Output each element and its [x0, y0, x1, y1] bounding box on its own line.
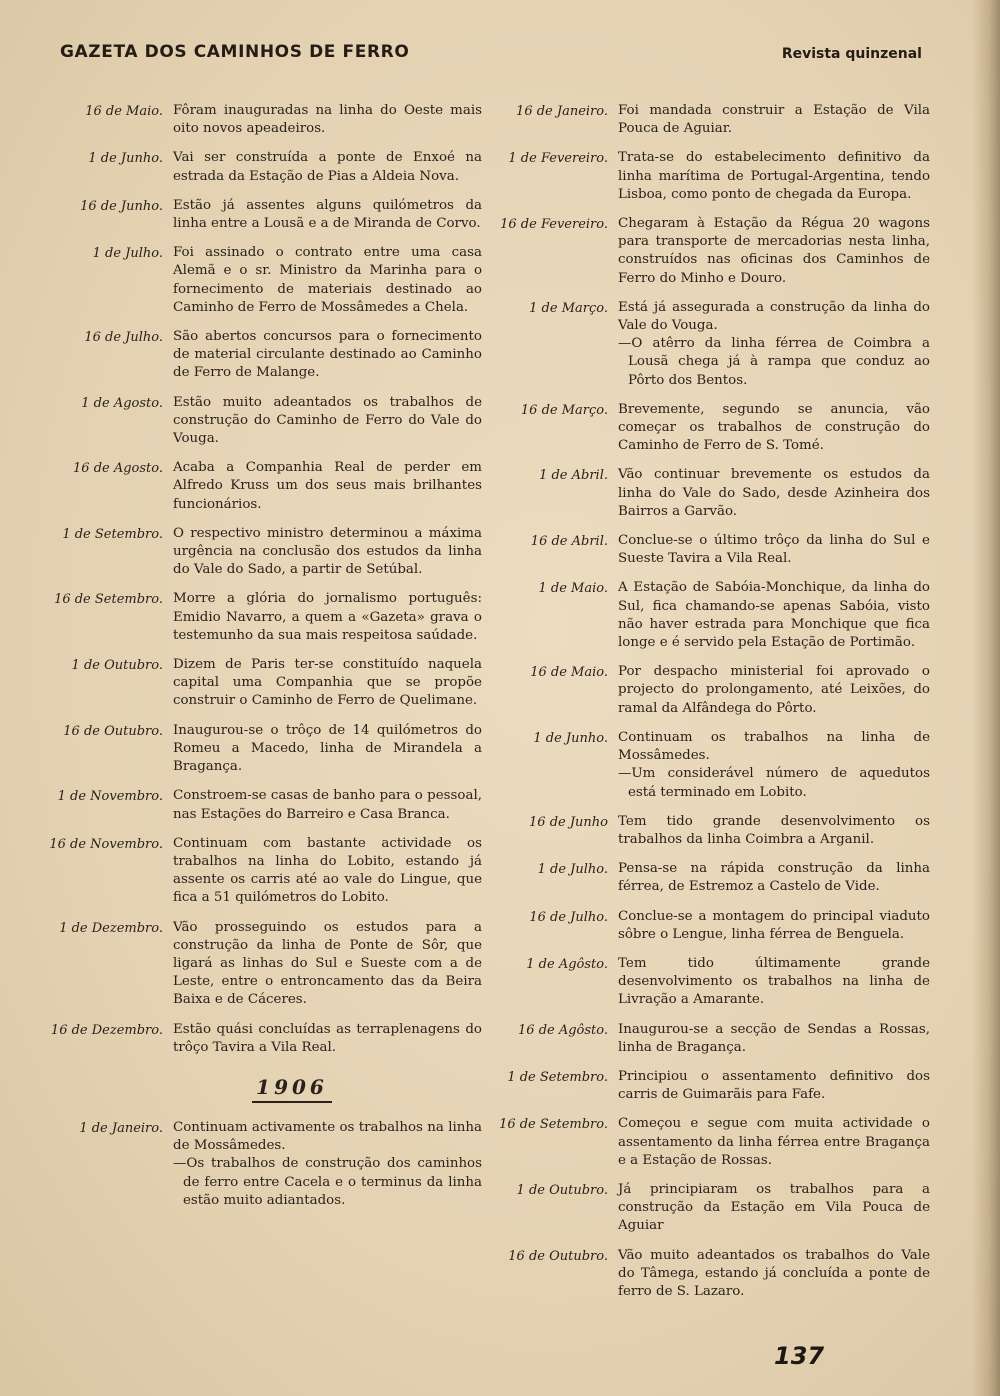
entry-paragraph: Pensa-se na rápida construção da linha férrea, de Estremoz a Castelo de Vide. [618, 861, 930, 895]
entry-text [618, 1247, 930, 1302]
entry-date: 16 de Fevereiro. [500, 217, 608, 233]
entry-text [618, 908, 930, 944]
entry-date: 16 de Agosto. [73, 461, 163, 477]
entry-paragraph: Tem tido últimamente grande desenvolvimento os trabalhos na linha de Livração a Amarante. [618, 955, 930, 1008]
chronology-entry [490, 299, 930, 390]
entry-text [618, 1181, 930, 1236]
entry-date: 16 de Maio. [530, 665, 608, 681]
chronology-entry [42, 394, 482, 449]
entry-text [173, 149, 482, 185]
chronology-entry [490, 1115, 930, 1170]
entry-paragraph: —O atêrro da linha férrea de Coimbra a Lousã chega já à rampa que conduz ao Pôrto dos Bentos. [618, 336, 930, 388]
chronology-entry [490, 860, 930, 896]
entry-text [618, 299, 930, 390]
entry-text [173, 1119, 482, 1210]
entry-paragraph: Conclue-se a montagem do principal viaduto sôbre o Lengue, linha férrea de Benguela. [618, 908, 930, 942]
entry-paragraph: Conclue-se o último trôço da linha do Sul e Sueste Tavira a Vila Real. [618, 533, 930, 567]
entry-paragraph: Vai ser construída a ponte de Enxoé na estrada da Estação de Pias a Aldeia Nova. [173, 150, 482, 184]
entry-paragraph: Inaugurou-se a secção de Sendas a Rossas, linha de Bragança. [618, 1021, 930, 1055]
entry-text [618, 215, 930, 288]
left-entries [42, 102, 482, 1057]
entry-text [173, 590, 482, 645]
entry-paragraph: Continuam activamente os trabalhos na linha de Mossâmedes. [173, 1119, 482, 1154]
entry-date: 1 de Maio. [538, 581, 608, 597]
page-number: 137 [774, 1342, 825, 1370]
entry-paragraph: Estão já assentes alguns quilómetros da linha entre a Lousã e a de Miranda de Corvo. [173, 197, 482, 232]
entry-paragraph: São abertos concursos para o fornecimento de material circulante destinado ao Caminho de Ferro de Malange. [173, 329, 482, 381]
chronology-entry [490, 579, 930, 652]
entry-date: 1 de Julho. [537, 862, 608, 878]
entry-paragraph: Estão quási concluídas as terraplenagens do trôço Tavira a Vila Real. [173, 1021, 482, 1055]
entry-date: 16 de Outubro. [508, 1248, 608, 1264]
chronology-entry [490, 215, 930, 288]
chronology-entry [490, 955, 930, 1010]
entry-date: 16 de Outubro. [63, 723, 163, 739]
entry-paragraph: Foi assinado o contrato entre uma casa Alemã e o sr. Ministro da Marinha para o fornecimento de materiais destinado ao Caminho de Ferro de Mossâmedes a Chela. [173, 245, 482, 315]
entry-date: 1 de Fevereiro. [508, 151, 608, 167]
entry-date: 1 de Julho. [92, 246, 163, 262]
entry-text [618, 532, 930, 568]
chronology-entry [42, 919, 482, 1010]
chronology-entry [490, 466, 930, 521]
entry-date: 16 de Maio. [85, 104, 163, 119]
entry-paragraph: Dizem de Paris ter-se constituído naquela capital uma Companhia que se propõe construir o Caminho de Ferro de Quelimane. [173, 657, 482, 709]
chronology-entry [42, 1021, 482, 1057]
entry-date: 16 de Junho. [80, 198, 163, 214]
publication-subtitle: Revista quinzenal [781, 46, 922, 62]
entry-date: 16 de Janeiro. [516, 104, 608, 119]
entry-date: 1 de Dezembro. [59, 920, 163, 936]
entry-date: 16 de Agôsto. [518, 1022, 608, 1038]
entry-date: 16 de Setembro. [499, 1117, 608, 1133]
entry-paragraph: Constroem-se casas de banho para o pessoal, nas Estações do Barreiro e Casa Branca. [173, 788, 482, 822]
entry-paragraph: Foi mandada construir a Estação de Vila Pouca de Aguiar. [618, 103, 930, 137]
entry-paragraph: Continuam os trabalhos na linha de Mossâmedes. [618, 729, 930, 764]
entry-text [173, 656, 482, 711]
entry-text [618, 401, 930, 456]
chronology-entry [490, 663, 930, 718]
entry-date: 16 de Abril. [530, 534, 608, 550]
chronology-entry [42, 102, 482, 138]
entry-text [173, 244, 482, 317]
entry-paragraph: Continuam com bastante actividade os trabalhos na linha do Lobito, estando já assente os carris até ao vale do Lingue, que fica a 51 quilómetros do Lobito. [173, 835, 482, 906]
entry-text [173, 459, 482, 514]
entry-text [173, 102, 482, 138]
entry-text [618, 813, 930, 849]
entry-paragraph: Chegaram à Estação da Régua 20 wagons para transporte de mercadorias nesta linha, construídos nas oficinas dos Caminhos de Ferro do Minho e Douro. [618, 216, 930, 286]
entry-date: 1 de Abril. [539, 468, 608, 484]
entry-text [173, 394, 482, 449]
entry-paragraph: Por despacho ministerial foi aprovado o projecto do prolongamento, até Leixões, do ramal da Alfândega do Pôrto. [618, 664, 930, 716]
entry-text [618, 1068, 930, 1104]
year-heading-text: 1906 [252, 1075, 332, 1103]
entry-paragraph: Inaugurou-se o trôço de 14 quilómetros do Romeu a Macedo, linha de Mirandela a Bragança. [173, 722, 482, 775]
entry-text [618, 860, 930, 896]
chronology-entry [42, 656, 482, 711]
chronology-entry [42, 590, 482, 645]
entry-paragraph: Está já assegurada a construção da linha do Vale do Vouga. [618, 299, 930, 334]
entry-text [173, 722, 482, 777]
entry-paragraph: —Um considerável número de aquedutos está terminado em Lobito. [618, 766, 930, 800]
entry-date: 1 de Novembro. [57, 789, 163, 805]
entry-paragraph: O respectivo ministro determinou a máxima urgência na conclusão dos estudos da linha do Vale do Sado, a partir de Setúbal. [173, 525, 482, 578]
entry-text [618, 466, 930, 521]
right-column [490, 102, 930, 1312]
left-entries-after-year [42, 1119, 482, 1210]
chronology-entry [42, 525, 482, 580]
entry-date: 16 de Julho. [529, 909, 608, 925]
entry-paragraph: Acaba a Companhia Real de perder em Alfredo Kruss um dos seus mais brilhantes funcionários. [173, 460, 482, 512]
entry-paragraph: Começou e segue com muita actividade o assentamento da linha férrea entre Bragança e a Estação de Rossas. [618, 1116, 930, 1168]
chronology-entry [490, 532, 930, 568]
entry-date: 1 de Março. [529, 300, 608, 316]
entry-paragraph: Brevemente, segundo se anuncia, vão começar os trabalhos de construção do Caminho de Ferro de S. Tomé. [618, 401, 930, 454]
entry-date: 16 de Julho. [84, 330, 163, 346]
chronology-entry [490, 1021, 930, 1057]
chronology-entry [42, 328, 482, 383]
entry-text [173, 328, 482, 383]
entry-date: 1 de Agosto. [81, 395, 163, 411]
entry-paragraph: Já principiaram os trabalhos para a construção da Estação em Vila Pouca de Aguiar [618, 1181, 930, 1234]
chronology-entry [490, 1068, 930, 1104]
chronology-entry [490, 1181, 930, 1236]
entry-text [173, 1021, 482, 1057]
page-fold-shadow [972, 0, 1000, 1396]
chronology-entry [490, 401, 930, 456]
chronology-entry [42, 459, 482, 514]
entry-text [173, 787, 482, 823]
chronology-entry [42, 722, 482, 777]
entry-paragraph: —Os trabalhos de construção dos caminhos de ferro entre Cacela e o terminus da linha estão muito adiantados. [173, 1156, 482, 1208]
entry-text [173, 919, 482, 1010]
chronology-entry [42, 787, 482, 823]
entry-text [618, 1021, 930, 1057]
chronology-entry [490, 1247, 930, 1302]
entry-text [618, 729, 930, 802]
chronology-entry [42, 197, 482, 233]
entry-date: 16 de Junho [529, 814, 608, 830]
entry-text [618, 579, 930, 652]
entry-date: 1 de Setembro. [507, 1069, 608, 1085]
year-heading [42, 1075, 482, 1099]
entry-date: 1 de Setembro. [62, 526, 163, 542]
entry-date: 16 de Setembro. [54, 592, 163, 608]
entry-paragraph: Vão muito adeantados os trabalhos do Vale do Tâmega, estando já concluída a ponte de ferro de S. Lazaro. [618, 1247, 930, 1299]
chronology-entry [42, 149, 482, 185]
entry-date: 1 de Janeiro. [79, 1120, 163, 1136]
entry-text [618, 663, 930, 718]
chronology-entry [490, 729, 930, 802]
right-entries [490, 102, 930, 1301]
chronology-entry [490, 813, 930, 849]
chronology-entry [490, 102, 930, 138]
entry-date: 1 de Junho. [533, 730, 608, 746]
entry-text [618, 149, 930, 204]
entry-date: 1 de Junho. [88, 151, 163, 167]
entry-text [173, 525, 482, 580]
publication-title: GAZETA DOS CAMINHOS DE FERRO [60, 42, 410, 62]
entry-text [173, 197, 482, 233]
left-column [42, 102, 482, 1221]
entry-text [618, 955, 930, 1010]
entry-date: 1 de Agôsto. [526, 956, 608, 972]
entry-date: 1 de Outubro. [71, 658, 163, 674]
entry-date: 16 de Novembro. [49, 836, 163, 852]
chronology-entry [490, 149, 930, 204]
entry-paragraph: A Estação de Sabóia-Monchique, da linha do Sul, fica chamando-se apenas Sabóia, visto não haver estrada para Monchique que fica longe e é servido pela Estação de Portimão. [618, 580, 930, 651]
entry-paragraph: Morre a glória do jornalismo português: Emidio Navarro, a quem a «Gazeta» grava o testemunho da sua mais respeitosa saúdade. [173, 591, 482, 643]
chronology-entry [490, 908, 930, 944]
entry-paragraph: Vão prosseguindo os estudos para a construção da linha de Ponte de Sôr, que ligará as linhas do Sul e Sueste com a de Leste, entre o entroncamento das da Beira Baixa e de Cáceres. [173, 919, 482, 1008]
chronology-entry [42, 244, 482, 317]
entry-paragraph: Vão continuar brevemente os estudos da linha do Vale do Sado, desde Azinheira dos Bairros a Garvão. [618, 467, 930, 519]
chronology-entry [42, 835, 482, 908]
entry-paragraph: Trata-se do estabelecimento definitivo da linha marítima de Portugal-Argentina, tendo Lisboa, como ponto de chegada da Europa. [618, 150, 930, 202]
entry-paragraph: Fôram inauguradas na linha do Oeste mais oito novos apeadeiros. [173, 103, 482, 137]
entry-paragraph: Estão muito adeantados os trabalhos de construção do Caminho de Ferro do Vale do Vouga. [173, 394, 482, 447]
entry-date: 1 de Outubro. [516, 1182, 608, 1198]
entry-text [173, 835, 482, 908]
entry-paragraph: Tem tido grande desenvolvimento os trabalhos da linha Coimbra a Arganil. [618, 813, 930, 847]
chronology-entry [42, 1119, 482, 1210]
entry-text [618, 102, 930, 138]
entry-date: 16 de Março. [520, 402, 608, 418]
entry-text [618, 1115, 930, 1170]
entry-date: 16 de Dezembro. [50, 1022, 163, 1038]
entry-paragraph: Principiou o assentamento definitivo dos carris de Guimarãis para Fafe. [618, 1068, 930, 1103]
